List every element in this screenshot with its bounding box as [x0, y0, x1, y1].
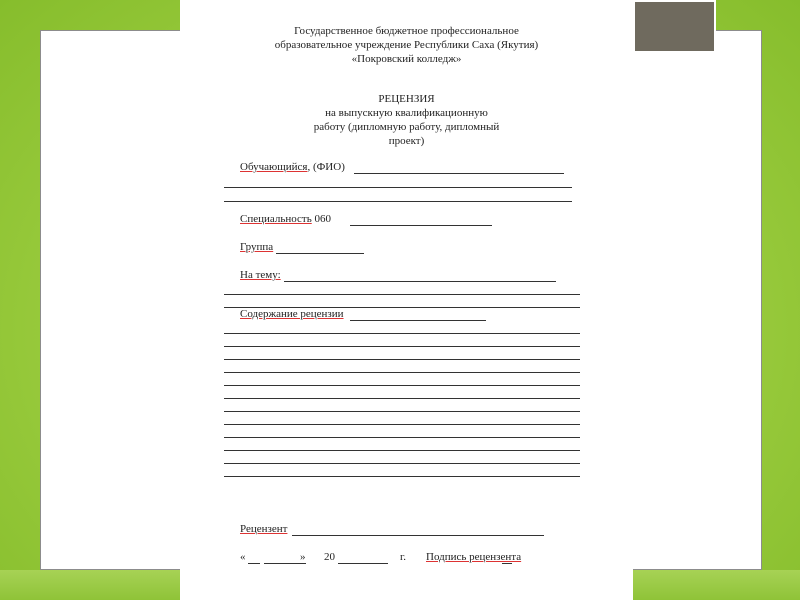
- institution-line-1: Государственное бюджетное профессиональное: [294, 25, 519, 37]
- document-title-block: [180, 92, 633, 148]
- student-field-label: [240, 160, 345, 174]
- content-line[interactable]: [224, 346, 580, 347]
- decorative-green-strip-left: [0, 570, 180, 600]
- decorative-green-strip-right: [633, 570, 800, 600]
- content-line[interactable]: [224, 385, 580, 386]
- content-line[interactable]: [224, 437, 580, 438]
- specialty-value: 060: [311, 213, 331, 225]
- content-line[interactable]: [224, 450, 580, 451]
- title-line-3: работу (дипломную работу, дипломный: [313, 121, 500, 133]
- content-line[interactable]: [224, 333, 580, 334]
- student-label: Обучающийся: [240, 161, 308, 173]
- institution-line-3: «Покровский колледж»: [351, 53, 462, 65]
- content-line[interactable]: [224, 476, 580, 477]
- signature-label: Подпись рецензента: [426, 551, 522, 563]
- reviewer-line[interactable]: [292, 535, 544, 536]
- reviewer-label: Рецензент: [240, 523, 288, 535]
- topic-line-2[interactable]: [224, 294, 580, 295]
- title-line-4: проект): [388, 135, 425, 147]
- specialty-field-label: [240, 212, 331, 226]
- review-document-page: [180, 0, 633, 600]
- reviewer-field-label: [240, 522, 287, 536]
- content-label: Содержание рецензии: [240, 308, 344, 320]
- date-year-suffix: г.: [400, 551, 407, 563]
- institution-line-2: образовательное учреждение Республики Саха (Якутия): [274, 39, 539, 51]
- topic-field-label: [240, 268, 281, 282]
- group-field-label: [240, 240, 273, 254]
- topic-line-1[interactable]: [284, 281, 556, 282]
- decorative-dark-square: [633, 0, 716, 53]
- title-line-2: на выпускную квалификационную: [325, 107, 488, 119]
- student-name-line-3[interactable]: [224, 201, 572, 202]
- content-line[interactable]: [224, 372, 580, 373]
- student-name-line-2[interactable]: [224, 187, 572, 188]
- content-header-line[interactable]: [350, 320, 486, 321]
- date-year-line[interactable]: [338, 563, 388, 564]
- date-close-quote: »: [300, 551, 306, 563]
- content-line[interactable]: [224, 411, 580, 412]
- content-field-label: [240, 307, 344, 321]
- content-line[interactable]: [224, 359, 580, 360]
- date-open-quote: «: [240, 551, 246, 563]
- content-line[interactable]: [224, 424, 580, 425]
- content-line[interactable]: [224, 463, 580, 464]
- group-label: Группа: [240, 241, 274, 253]
- date-year-prefix: 20: [324, 551, 335, 563]
- student-label-suffix: , (ФИО): [307, 161, 345, 173]
- date-day-line[interactable]: [248, 563, 260, 564]
- signature-line[interactable]: [502, 563, 512, 564]
- institution-header: [180, 24, 633, 66]
- signature-field-label: [426, 550, 521, 564]
- document-title: РЕЦЕНЗИЯ: [378, 93, 435, 105]
- topic-label: На тему:: [240, 269, 281, 281]
- group-line[interactable]: [276, 253, 364, 254]
- content-line[interactable]: [224, 398, 580, 399]
- specialty-label: Специальность: [240, 213, 312, 225]
- specialty-line[interactable]: [350, 225, 492, 226]
- student-name-line[interactable]: [354, 173, 564, 174]
